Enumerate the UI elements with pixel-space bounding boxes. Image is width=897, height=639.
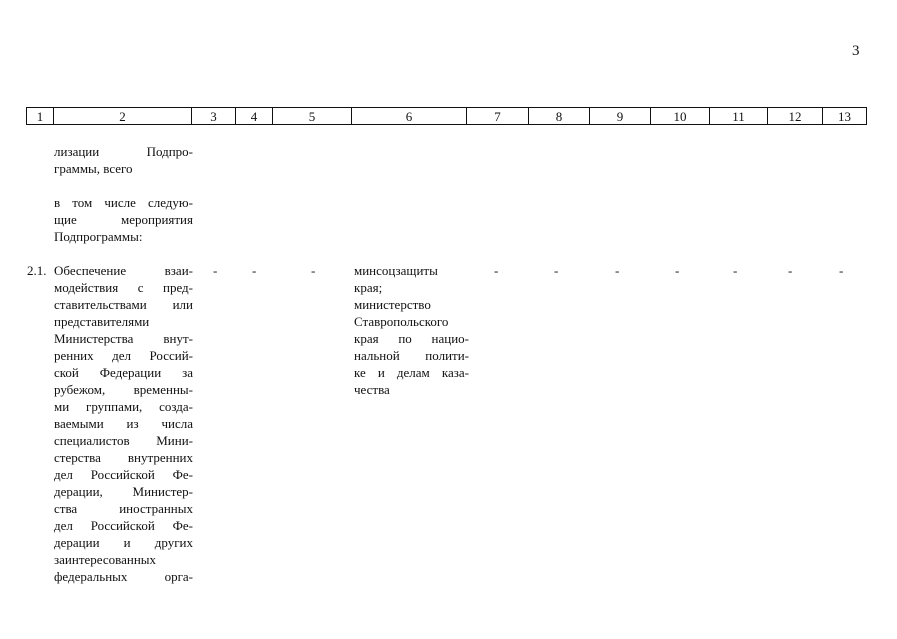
description-line: представителями	[54, 314, 150, 329]
page-number: 3	[852, 43, 860, 59]
row-2-1-description	[54, 262, 193, 585]
description-line: ренних дел Россий-	[54, 348, 193, 363]
description-line: ства иностранных	[54, 501, 193, 516]
column-header-6: 6	[352, 108, 467, 125]
executor-line: нальной полити-	[354, 348, 469, 363]
executor-line: края;	[354, 280, 383, 295]
description-line: дерации, Министер-	[54, 484, 193, 499]
row-2-1-executor	[354, 262, 469, 398]
description-line: лизации Подпро-	[54, 144, 193, 159]
description-line: ваемыми из числа	[54, 416, 193, 431]
column-header-11: 11	[710, 108, 768, 125]
description-line: в том числе следую-	[54, 195, 193, 210]
description-line: Подпрограммы:	[54, 229, 143, 244]
description-line: стерства внутренних	[54, 450, 193, 465]
column-header-2: 2	[54, 108, 192, 125]
description-line: дерации и других	[54, 535, 193, 550]
column-header-13: 13	[823, 108, 867, 125]
column-header-3: 3	[192, 108, 236, 125]
executor-line: ке и делам каза-	[354, 365, 469, 380]
row-total-description	[54, 143, 193, 177]
column-header-12: 12	[768, 108, 823, 125]
row-including-description	[54, 194, 193, 245]
description-line: Министерства внут-	[54, 331, 193, 346]
row-2-1-col5: -	[311, 263, 316, 278]
description-line: рубежом, временны-	[54, 382, 193, 397]
row-2-1-col12: -	[788, 263, 793, 278]
column-header-9: 9	[590, 108, 651, 125]
executor-line: края по нацио-	[354, 331, 469, 346]
row-2-1-col7: -	[494, 263, 499, 278]
executor-line: минсоцзащиты	[354, 263, 438, 278]
executor-line: министерство	[354, 297, 431, 312]
executor-line: Ставропольского	[354, 314, 449, 329]
description-line: щие мероприятия	[54, 212, 193, 227]
row-2-1-col10: -	[675, 263, 680, 278]
description-line: Обеспечение взаи-	[54, 263, 193, 278]
column-header-4: 4	[236, 108, 273, 125]
row-2-1-col4: -	[252, 263, 257, 278]
column-number-header	[26, 107, 867, 125]
description-line: граммы, всего	[54, 161, 133, 176]
description-line: дел Российской Фе-	[54, 467, 193, 482]
row-2-1-col13: -	[839, 263, 844, 278]
row-2-1-col9: -	[615, 263, 620, 278]
executor-line: чества	[354, 382, 390, 397]
column-header-10: 10	[651, 108, 710, 125]
description-line: федеральных орга-	[54, 569, 193, 584]
column-header-5: 5	[273, 108, 352, 125]
column-header-8: 8	[529, 108, 590, 125]
row-2-1-col8: -	[554, 263, 559, 278]
description-line: заинтересованных	[54, 552, 157, 567]
column-header-1: 1	[27, 108, 54, 125]
description-line: дел Российской Фе-	[54, 518, 193, 533]
description-line: специалистов Мини-	[54, 433, 193, 448]
row-2-1-col11: -	[733, 263, 738, 278]
column-header-7: 7	[467, 108, 529, 125]
description-line: ской Федерации за	[54, 365, 193, 380]
description-line: модействия с пред-	[54, 280, 193, 295]
row-number: 2.1.	[27, 263, 47, 278]
description-line: ставительствами или	[54, 297, 193, 312]
description-line: ми группами, созда-	[54, 399, 193, 414]
row-2-1-col3: -	[213, 263, 218, 278]
